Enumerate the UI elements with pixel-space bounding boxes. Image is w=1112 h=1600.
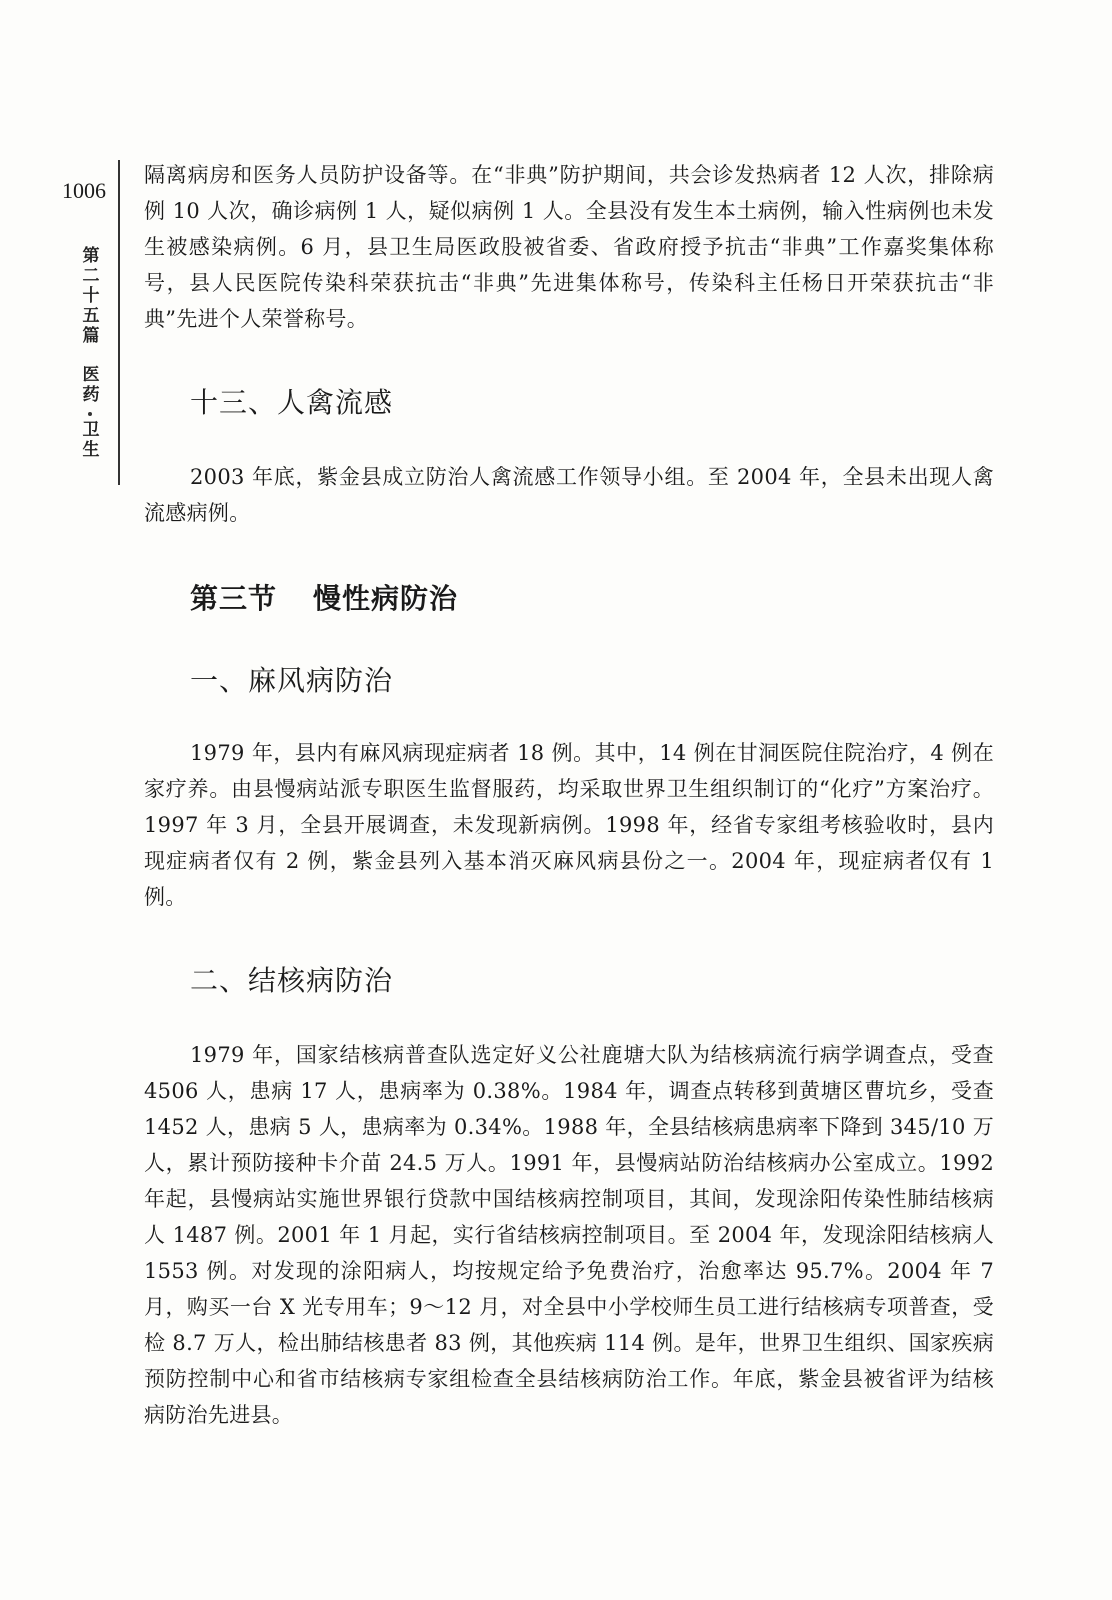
margin-separator-dot — [88, 412, 92, 416]
chapter-number: 第三节 — [190, 582, 278, 615]
chapter-heading — [144, 577, 994, 617]
section-heading-bird-flu: 十三、人禽流感 — [190, 386, 394, 419]
section-heading-tuberculosis: 二、结核病防治 — [190, 964, 394, 997]
paragraph-tuberculosis: 1979 年，国家结核病普查队选定好义公社鹿塘大队为结核病流行病学调查点，受查 4506 人，患病 17 人，患病率为 0.38%。1984 年，调查点转移到黄塘区曹坑乡，受查 1452 人，患病 5 人，患病率为 0.34%。1988 年，全县结核病患病率下降到 345/10 万人，累计预防接种卡介苗 24.5 万人。1991 年，县慢病站防治结核病办公室成立。1992 年起，县慢病站实施世界银行贷款中国结核病控制项目，其间，发现涂阳传染性肺结核病人 1487 例。2001 年 1 月起，实行省结核病控制项目。至 2004 年，发现涂阳结核病人 1553 例。对发现的涂阳病人，均按规定给予免费治疗，治愈率达 95.7%。2004 年 7 月，购买一台 X 光专用车；9～12 月，对全县中小学校师生员工进行结核病专项普查，受检 8.7 万人，检出肺结核患者 83 例，其他疾病 114 例。是年，世界卫生组织、国家疾病预防控制中心和省市结核病专家组检查全县结核病防治工作。年底，紫金县被省评为结核病防治先进县。 — [144, 1043, 994, 1427]
margin-subject-label-a: 医药 — [82, 365, 100, 405]
paragraph-bird-flu: 2003 年底，紫金县成立防治人禽流感工作领导小组。至 2004 年，全县未出现人禽流感病例。 — [144, 465, 994, 525]
margin-rule — [118, 160, 120, 485]
paragraph-sars-continued: 隔离病房和医务人员防护设备等。在“非典”防护期间，共会诊发热病者 12 人次，排除病例 10 人次，确诊病例 1 人，疑似病例 1 人。全县没有发生本土病例，输入性病例也未发生被感染病例。6 月，县卫生局医政股被省委、省政府授予抗击“非典”工作嘉奖集体称号，县人民医院传染科荣获抗击“非典”先进集体称号，传染科主任杨日开荣获抗击“非典”先进个人荣誉称号。 — [144, 163, 994, 331]
margin-part-label: 第二十五篇 — [82, 246, 100, 346]
page-number: 1006 — [62, 178, 106, 203]
page-content — [144, 157, 994, 1433]
section-heading-leprosy: 一、麻风病防治 — [190, 664, 394, 697]
margin-subject-label-b: 卫生 — [82, 420, 100, 460]
chapter-title: 慢性病防治 — [313, 582, 459, 615]
paragraph-leprosy: 1979 年，县内有麻风病现症病者 18 例。其中，14 例在甘洞医院住院治疗，4 例在家疗养。由县慢病站派专职医生监督服药，均采取世界卫生组织制订的“化疗”方案治疗。1997 年 3 月，全县开展调查，未发现新病例。1998 年，经省专家组考核验收时，县内现症病者仅有 2 例，紫金县列入基本消灭麻风病县份之一。2004 年，现症病者仅有 1 例。 — [144, 741, 994, 909]
